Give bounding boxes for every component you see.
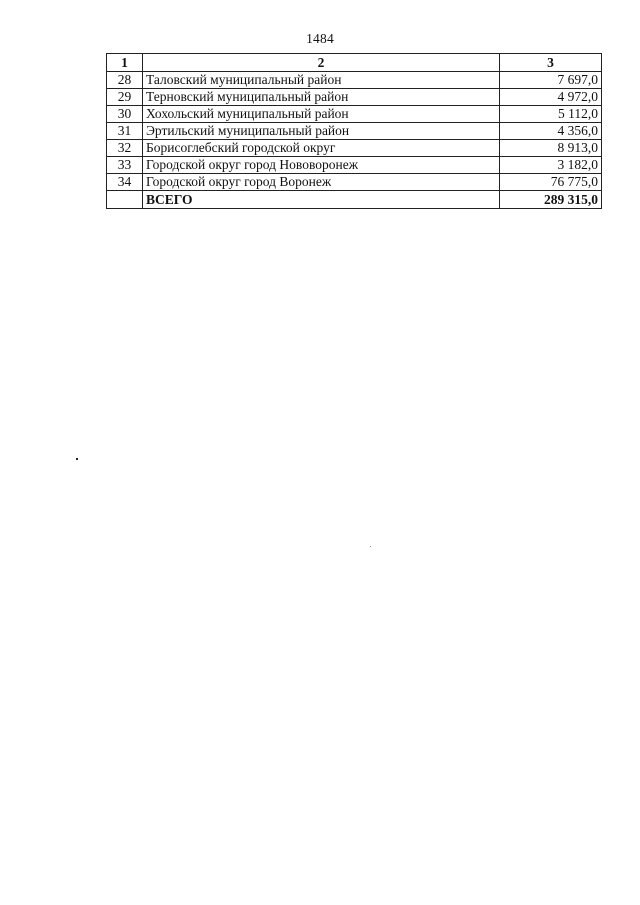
district-name: Городской округ город Нововоронеж (143, 157, 500, 174)
amount-value: 4 972,0 (500, 89, 602, 106)
allocation-table (106, 53, 602, 209)
table-row (107, 140, 602, 157)
amount-value: 76 775,0 (500, 174, 602, 191)
page-number: 1484 (306, 31, 334, 46)
district-name: Борисоглебский городской округ (143, 140, 500, 157)
row-number: 28 (107, 72, 143, 89)
district-name: Городской округ город Воронеж (143, 174, 500, 191)
amount-value: 3 182,0 (500, 157, 602, 174)
table-header (107, 54, 602, 72)
row-number: 32 (107, 140, 143, 157)
row-number: 29 (107, 89, 143, 106)
amount-value: 7 697,0 (500, 72, 602, 89)
amount-value: 5 112,0 (500, 106, 602, 123)
table-row (107, 89, 602, 106)
table-row (107, 123, 602, 140)
table-row (107, 72, 602, 89)
district-name: Хохольский муниципальный район (143, 106, 500, 123)
total-label: ВСЕГО (143, 191, 500, 209)
table-row (107, 157, 602, 174)
district-name: Таловский муниципальный район (143, 72, 500, 89)
table-body (107, 72, 602, 209)
header-col-1: 1 (107, 54, 143, 72)
row-number: 30 (107, 106, 143, 123)
amount-value: 4 356,0 (500, 123, 602, 140)
scan-artifact (370, 546, 371, 547)
district-name: Терновский муниципальный район (143, 89, 500, 106)
table-row (107, 106, 602, 123)
row-number: 33 (107, 157, 143, 174)
district-name: Эртильский муниципальный район (143, 123, 500, 140)
amount-value: 8 913,0 (500, 140, 602, 157)
total-number-cell (107, 191, 143, 209)
header-col-3: 3 (500, 54, 602, 72)
header-col-2: 2 (143, 54, 500, 72)
row-number: 34 (107, 174, 143, 191)
table-row (107, 174, 602, 191)
total-value: 289 315,0 (500, 191, 602, 209)
scan-artifact (76, 458, 78, 460)
header-row (107, 54, 602, 72)
row-number: 31 (107, 123, 143, 140)
total-row (107, 191, 602, 209)
